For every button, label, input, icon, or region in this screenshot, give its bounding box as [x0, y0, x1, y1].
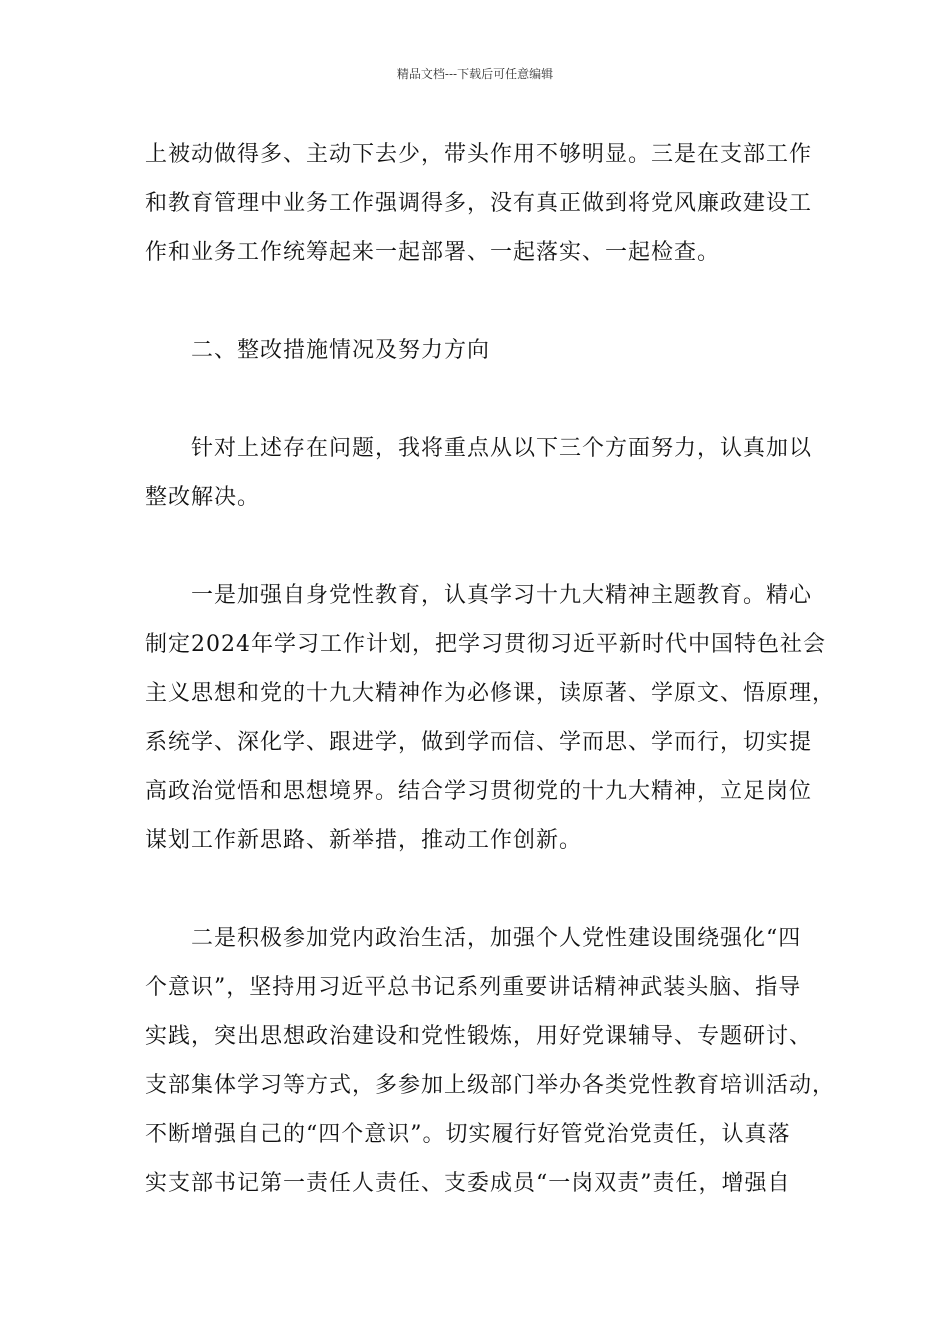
paragraph-gap — [145, 277, 825, 326]
text-line: 实支部书记第一责任人责任、支委成员“一岗双责”责任，增强自 — [145, 1171, 791, 1196]
paragraph-measure-one — [145, 571, 836, 865]
paragraph-measure-two — [145, 914, 836, 1208]
paragraph-gap — [145, 522, 825, 571]
text-line: 不断增强自己的“四个意识”。切实履行好管党治党责任，认真落 — [145, 1122, 791, 1147]
text-line: 一是加强自身党性教育，认真学习十九大精神主题教育。精心 — [191, 583, 813, 608]
heading-line: 二、整改措施情况及努力方向 — [191, 338, 491, 363]
page-header: 精品文档---下载后可任意编辑 — [396, 67, 554, 81]
paragraph-gap — [145, 865, 825, 914]
text-line: 和教育管理中业务工作强调得多，没有真正做到将党风廉政建设工 — [145, 191, 813, 216]
text-line: 制定2024年学习工作计划，把学习贯彻习近平新时代中国特色社会 — [145, 632, 826, 657]
paragraph-continuation — [145, 130, 825, 277]
text-line: 支部集体学习等方式，多参加上级部门举办各类党性教育培训活动， — [145, 1073, 836, 1098]
text-line: 系统学、深化学、跟进学，做到学而信、学而思、学而行，切实提 — [145, 730, 813, 755]
text-line: 二是积极参加党内政治生活，加强个人党性建设围绕强化“四 — [191, 926, 802, 951]
document-body — [145, 130, 836, 1208]
text-line: 高政治觉悟和思想境界。结合学习贯彻党的十九大精神，立足岗位 — [145, 779, 813, 804]
text-line: 上被动做得多、主动下去少，带头作用不够明显。三是在支部工作 — [145, 142, 813, 167]
text-line: 针对上述存在问题，我将重点从以下三个方面努力，认真加以 — [191, 436, 813, 461]
text-line: 谋划工作新思路、新举措，推动工作创新。 — [145, 828, 583, 853]
section-heading — [145, 326, 825, 375]
paragraph-intro — [145, 424, 825, 522]
text-line: 作和业务工作统筹起来一起部署、一起落实、一起检查。 — [145, 240, 721, 265]
paragraph-gap — [145, 375, 825, 424]
text-line: 个意识”，坚持用习近平总书记系列重要讲话精神武装头脑、指导 — [145, 975, 802, 1000]
text-line: 实践，突出思想政治建设和党性锻炼，用好党课辅导、专题研讨、 — [145, 1024, 813, 1049]
text-line: 整改解决。 — [145, 485, 261, 510]
text-line: 主义思想和党的十九大精神作为必修课，读原著、学原文、悟原理， — [145, 681, 836, 706]
